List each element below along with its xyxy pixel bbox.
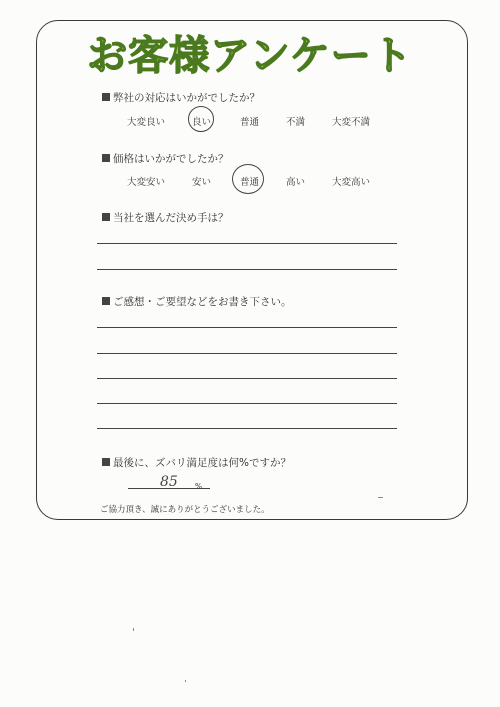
option-price-1[interactable]: 安い	[192, 177, 212, 188]
answer-line[interactable]	[97, 378, 397, 379]
answer-line[interactable]	[97, 327, 397, 328]
satisfaction-line	[128, 488, 210, 489]
question-service	[102, 90, 260, 105]
question-reason-label: 当社を選んだ決め手は？	[113, 212, 229, 224]
answer-line[interactable]	[97, 243, 397, 244]
answer-line[interactable]	[97, 353, 397, 354]
option-service-2[interactable]: 普通	[240, 117, 260, 128]
question-comments	[102, 294, 292, 309]
option-service-3[interactable]: 不満	[286, 117, 306, 128]
option-price-4[interactable]: 大変高い	[332, 177, 371, 188]
answer-line[interactable]	[97, 269, 397, 270]
bullet-square-icon	[102, 93, 110, 101]
thank-you-note: ご協力頂き、誠にありがとうございました。	[100, 505, 270, 515]
option-price-3[interactable]: 高い	[286, 177, 306, 188]
scan-speck	[133, 628, 134, 631]
option-service-1[interactable]: 良い	[192, 117, 212, 128]
survey-title: お客様アンケート	[87, 33, 413, 79]
satisfaction-unit: %	[195, 482, 203, 491]
question-service-label: 弊社の対応はいかがでしたか？	[113, 92, 260, 104]
question-comments-label: ご感想・ご要望などをお書き下さい。	[113, 296, 292, 308]
scan-speck	[185, 680, 186, 682]
bullet-square-icon	[102, 154, 110, 162]
option-price-0[interactable]: 大変安い	[127, 177, 166, 188]
option-service-4[interactable]: 大変不満	[332, 117, 371, 128]
scan-speck	[378, 497, 383, 498]
answer-line[interactable]	[97, 428, 397, 429]
bullet-square-icon	[102, 458, 110, 466]
question-price	[102, 151, 229, 166]
question-satisfaction-label: 最後に、ズバリ満足度は何%ですか？	[113, 457, 291, 469]
answer-line[interactable]	[97, 403, 397, 404]
question-satisfaction	[102, 455, 291, 470]
question-reason	[102, 210, 229, 225]
bullet-square-icon	[102, 213, 110, 221]
option-price-2[interactable]: 普通	[240, 177, 260, 188]
question-price-label: 価格はいかがでしたか？	[113, 153, 229, 165]
option-service-0[interactable]: 大変良い	[127, 117, 166, 128]
bullet-square-icon	[102, 297, 110, 305]
satisfaction-value[interactable]: 85	[160, 474, 178, 490]
